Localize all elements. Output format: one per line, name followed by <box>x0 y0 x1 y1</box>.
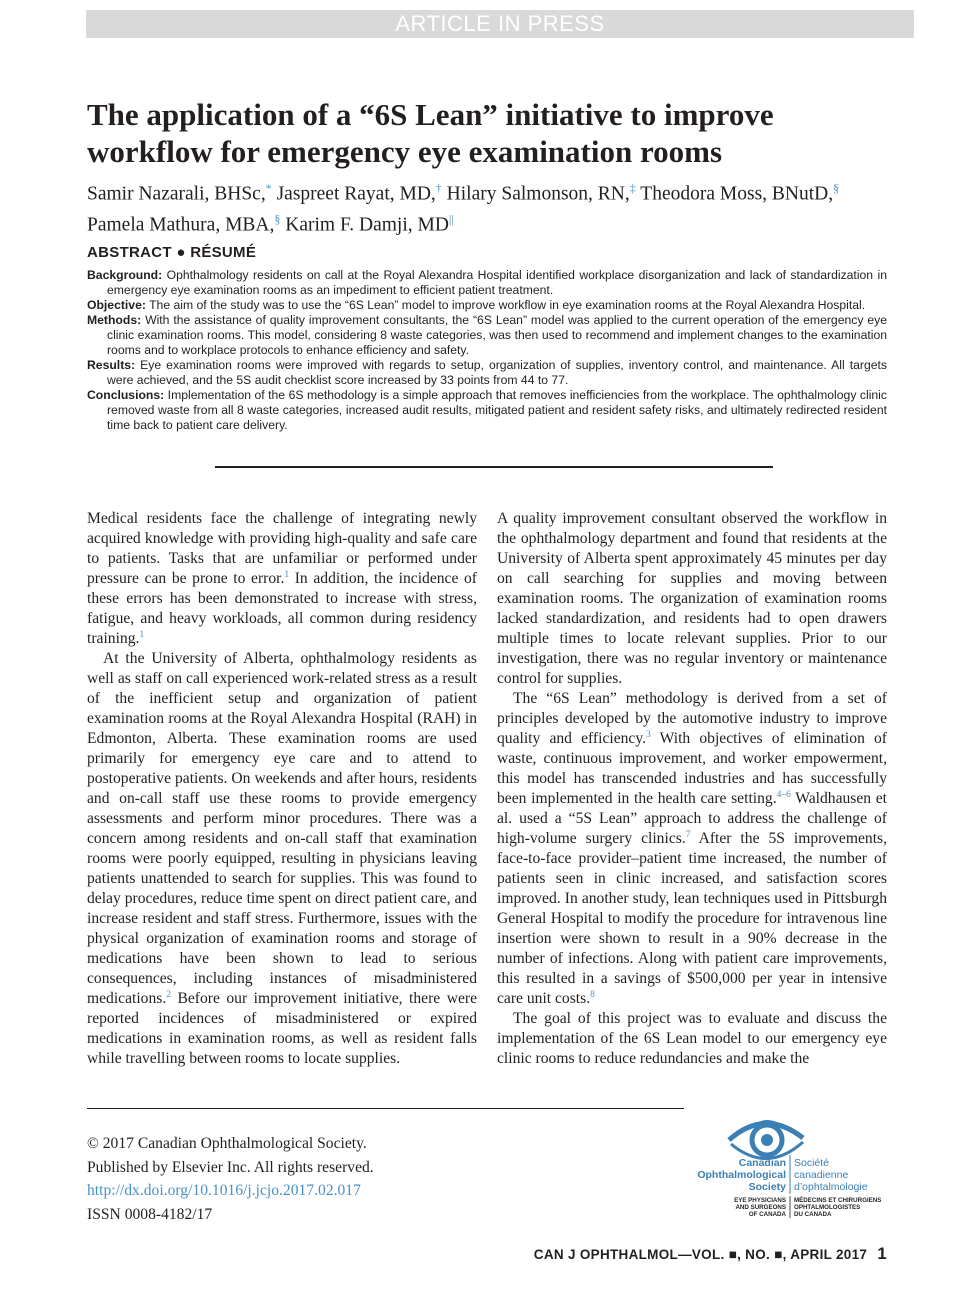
abstract-conclusions <box>87 388 887 433</box>
article-title: The application of a “6S Lean” initiative to improve workflow for emergency eye examination rooms <box>87 97 774 169</box>
affiliation-mark[interactable]: || <box>448 211 454 226</box>
logo-fr-line: canadienne <box>794 1169 849 1181</box>
author: Karim F. Damji, MD <box>285 214 449 235</box>
abstract-label: Results: <box>87 358 136 372</box>
paragraph-text: The goal of this project was to evaluate and discuss the implementation of the 6S Lean model to our emergency eye clinic rooms to reduce redundancies and make the <box>497 1010 887 1067</box>
logo-fr-small: MÉDECINS ET CHIRURGIENS <box>794 1197 882 1204</box>
footer-divider <box>87 1108 684 1109</box>
logo-fr-small: OPHTALMOLOGISTES <box>794 1204 861 1211</box>
logo-en-small: OF CANADA <box>748 1211 786 1218</box>
citation-link[interactable]: 1 <box>284 569 290 580</box>
logo-fr-small: DU CANADA <box>794 1211 832 1218</box>
body-paragraph <box>497 509 887 689</box>
citation-link[interactable]: 2 <box>166 989 171 1000</box>
citation-link[interactable]: 1 <box>139 629 145 640</box>
abstract-results <box>87 358 887 388</box>
abstract <box>87 268 887 433</box>
abstract-text: Eye examination rooms were improved with regards to setup, organization of supplies, inventory control, and maintenance. All targets were achieved, and the 5S audit checklist score increased by 33 points from 44 to 77. <box>107 358 887 387</box>
affiliation-mark[interactable]: ‡ <box>629 181 636 195</box>
abstract-objective <box>87 298 887 313</box>
abstract-text: The aim of the study was to use the “6S Lean” model to improve workflow in eye examination rooms at the Royal Alexandra Hospital. <box>145 298 866 312</box>
author: Jaspreet Rayat, MD, <box>276 183 436 205</box>
body-paragraph <box>497 1009 887 1069</box>
eye-logo-icon <box>729 1121 803 1159</box>
affiliation-mark[interactable]: § <box>274 211 281 226</box>
article-in-press-banner: ARTICLE IN PRESS <box>86 10 914 38</box>
doi-link[interactable]: http://dx.doi.org/10.1016/j.jcjo.2017.02.017 <box>87 1182 361 1200</box>
logo-en-line: Canadian <box>738 1157 786 1169</box>
abstract-label: Methods: <box>87 313 142 327</box>
body-paragraph <box>87 649 477 1069</box>
copyright-line: © 2017 Canadian Ophthalmological Society. <box>87 1135 367 1152</box>
affiliation-mark[interactable]: † <box>435 181 442 195</box>
paragraph-text: Waldhausen et al. used a “5S Lean” approach to address the challenge of high-volume surgery clinics. <box>497 790 887 847</box>
logo-fr-line: Société <box>794 1157 830 1169</box>
body-paragraph <box>497 689 887 1009</box>
logo-en-line: Ophthalmological <box>697 1169 786 1181</box>
author: Pamela Mathura, MBA, <box>87 214 275 235</box>
author: Samir Nazarali, BHSc, <box>87 183 266 205</box>
paragraph-text: After the 5S improvements, face-to-face provider–patient time increased, the number of patients seen in clinic increased, and satisfaction scores improved. In another study, lean techniques used in Pittsburgh General Hospital to modify the procedure for intravenous line insertion were shown to result in a 90% decrease in the number of infections. Along with patient care improvements, this resulted in a savings of $500,000 per year in intensive care unit costs. <box>497 830 887 1007</box>
author: Theodora Moss, BNutD, <box>640 183 834 205</box>
journal-citation: CAN J OPHTHALMOL—VOL. ■, NO. ■, APRIL 2017 <box>533 1247 868 1262</box>
author-list <box>87 176 907 237</box>
paragraph-text: Before our improvement initiative, there were reported incidences of misadministered or expired medications in examination rooms, as well as resident falls while travelling between rooms to locate supplies. <box>87 990 477 1067</box>
abstract-text: With the assistance of quality improvement consultants, the “6S Lean” model was applied to the current operation of the emergency eye clinic examination rooms. This model, considering 8 waste categories, was then used to recommend and implement changes to the examination rooms and to workplace protocols to enhance efficiency and safety. <box>107 313 887 357</box>
citation-link[interactable]: 3 <box>646 729 651 740</box>
logo-en-small: EYE PHYSICIANS <box>734 1197 786 1204</box>
citation-link[interactable]: 4–6 <box>776 789 791 800</box>
abstract-label: Objective: <box>87 298 146 312</box>
abstract-background <box>87 268 887 298</box>
paragraph-text: Medical residents face the challenge of integrating newly acquired knowledge with providing high-quality and safe care to patients. Tasks that are unfamiliar or performed under pressure can be prone to error. <box>87 510 477 587</box>
citation-link[interactable]: 8 <box>590 989 595 1000</box>
logo-en-line: Society <box>748 1181 786 1193</box>
body-column-right <box>497 509 887 1069</box>
paragraph-text: The “6S Lean” methodology is derived from a set of principles developed by the automotive industry to improve quality and efficiency. <box>497 690 887 747</box>
logo-en-small: AND SURGEONS <box>735 1204 786 1211</box>
body-paragraph <box>87 509 477 649</box>
abstract-label: Conclusions: <box>87 388 165 402</box>
abstract-text: Implementation of the 6S methodology is a simple approach that removes inefficiencies from the workplace. The ophthalmology clinic removed waste from all 8 waste categories, increased audit results, mitigated patient and resident safety risks, and ultimately redirected resident time back to patient care delivery. <box>107 388 887 432</box>
author: Hilary Salmonson, RN, <box>446 183 630 205</box>
abstract-divider <box>215 466 773 468</box>
publisher-line: Published by Elsevier Inc. All rights reserved. <box>87 1158 374 1176</box>
cos-society-logo <box>693 1110 893 1220</box>
paragraph-text: In addition, the incidence of these errors has been demonstrated to increase with stress, fatigue, and heavy workloads, all common during residency training. <box>87 570 477 647</box>
abstract-heading: ABSTRACT ● RÉSUMÉ <box>87 244 257 261</box>
affiliation-mark[interactable]: * <box>265 181 272 195</box>
logo-fr-line: d’ophtalmologie <box>794 1181 868 1193</box>
journal-footer <box>534 1244 887 1264</box>
abstract-methods <box>87 313 887 358</box>
citation-link[interactable]: 7 <box>685 829 691 840</box>
copyright-block <box>87 1132 374 1226</box>
paragraph-text: At the University of Alberta, ophthalmology residents as well as staff on call experienced work-related stress as a result of the inefficient setup and organization of patient examination rooms at the Royal Alexandra Hospital (RAH) in Edmonton, Alberta. These examination rooms are used primarily for emergency eye care and to attend to postoperative patients. On weekends and after hours, residents and on-call staff use these rooms to provide emergency assessments and perform minor procedures. There was a concern among residents and on-call staff that examination rooms were poorly equipped, resulting in physicians leaving patients unattended to search for supplies. This was found to delay procedures, reduce time spent on direct patient care, and increase resident and staff stress. Furthermore, issues with the physical organization of examination rooms and storage of medications have been shown to lead to serious consequences, including instances of misadministered medications. <box>87 650 477 1007</box>
paragraph-text: With objectives of elimination of waste, continuous improvement, and worker empowerment, this model has transcended industries and has successfully been implemented in the health care setting. <box>497 730 887 807</box>
page-number: 1 <box>877 1244 887 1263</box>
abstract-text: Ophthalmology residents on call at the Royal Alexandra Hospital identified workplace disorganization and lack of standardization in emergency eye examination rooms as an impediment to efficient patient treatment. <box>107 268 887 297</box>
paragraph-text: A quality improvement consultant observed the workflow in the ophthalmology department and found that residents at the University of Alberta spent approximately 45 minutes per day on call searching for supplies and moving between examination rooms. The organization of examination rooms lacked standardization, and residents had to open drawers multiple times to locate relevant supplies. Prior to our investigation, there was no regular inventory or maintenance control for supplies. <box>497 510 887 687</box>
abstract-label: Background: <box>87 268 163 282</box>
body-column-left <box>87 509 477 1069</box>
issn-line: ISSN 0008-4182/17 <box>87 1205 213 1223</box>
affiliation-mark[interactable]: § <box>833 181 840 195</box>
